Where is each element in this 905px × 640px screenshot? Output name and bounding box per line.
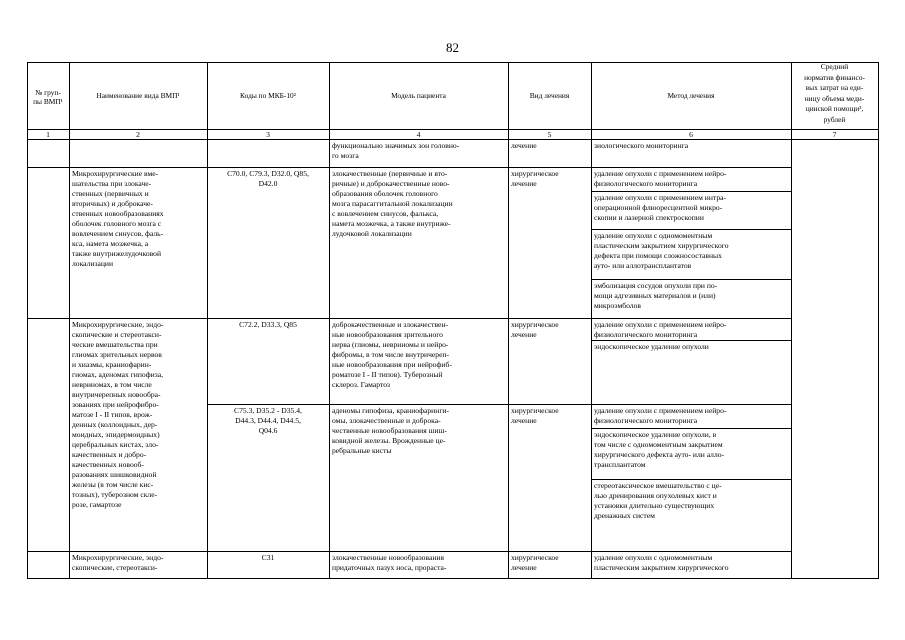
row2b-method: стереотаксическое вмешательство с це- лью дренирования опухолевых кист и установки длительно существующих дренажных систем [594,481,722,520]
header-method: Метод лечения [667,91,715,100]
row1-treatment: хирургическое лечение [511,169,559,188]
row0-treatment: лечение [511,141,537,150]
subrow-rule [207,404,792,405]
row2-name: Микрохирургические, эндо- скопические и стереотакси- ческие вмешательства при глиомах зрительных нервов и хиазмы, краниофарин- гиомах, аденомах гипофиза, невриномах, в том числе внутричерепных новообра- зованиях при нейрофибро- матозе I - II типов, врож- денных (коллоидных, дер- моидных, эпидермоидных) церебральных кистах, зло- качественных и добро- качественных новооб- разованиях шишковидной железы (в том числе кис- тозных), туберозном скле- розе, гамартозе [72,320,164,509]
header-cost: Средний норматив финансо- вых затрат на еди- ницу объема меди- цинской помощи³, рублей [804,62,865,124]
row2a-model: доброкачественные и злокачествен- ные новообразования зрительного нерва (глиомы, невриномы и нейро- фибромы, в том числе внутричереп- ные новообразования при нейрофиб- роматозе I - II типов). Туберозный склероз. Гамартоз [332,320,452,389]
row2a-codes: C72.2, D33.3, Q85 [239,320,297,329]
row3-model: злокачественные новообразования придаточных пазух носа, прораста- [332,553,447,572]
page-number: 82 [446,40,459,55]
table-top-border [27,62,879,63]
column-number: 5 [547,130,552,139]
row1-method: удаление опухоли с применением интра- операционной флюоресцентной микро- скопии и лазерной спектроскопии [594,193,727,222]
header-codes: Коды по МКБ-10² [240,91,296,100]
row1-method: удаление опухоли с одномоментным пластическим закрытием хирургического дефекта при помощи сложносоставных ауто- или аллотрансплантатов [594,231,729,270]
row-rule [27,318,792,319]
row2b-method: удаление опухоли с применением нейро- физиологического мониторинга [594,406,727,425]
column-number-rule [27,139,879,140]
column-border-4 [329,62,330,579]
row-rule [27,551,792,552]
row2b-model: аденомы гипофиза, краниофаринги- омы, злокачественные и доброка- чественные новообразования шиш- ковидной железы. Врожденные це- ребральные кисты [332,406,450,455]
column-number: 7 [832,130,837,139]
row1-codes: C70.0, C79.3, D32.0, Q85, D42.0 [227,169,309,188]
row1-method: эмболизация сосудов опухоли при по- мощи адгезивных материалов и (или) микроэмболов [594,281,718,310]
row0-model: функционально значимых зон головно- го мозга [332,141,460,160]
row3-treatment: хирургическое лечение [511,553,559,572]
row3-codes: C31 [261,553,275,562]
row2b-treatment: хирургическое лечение [511,406,559,425]
column-number: 2 [136,130,140,139]
row-rule [27,167,792,168]
column-number: 4 [416,130,421,139]
method-rule [591,279,792,280]
header-model: Модель пациента [391,91,446,100]
column-number: 3 [266,130,270,139]
column-border-5 [508,62,509,579]
row2a-treatment: хирургическое лечение [511,320,559,339]
method-rule [591,428,792,429]
column-border-8 [878,62,879,579]
method-rule [591,191,792,192]
row3-method: удаление опухоли с одномоментным пластическим закрытием хирургического [594,553,729,572]
row3-name: Микрохирургические, эндо- скопические, стереотакси- [72,553,164,572]
row2b-codes: C75.3, D35.2 - D35.4, D44.3, D44.4, D44.5, Q04.6 [234,406,302,435]
header-treatment-type: Вид лечения [529,91,570,100]
row1-model: злокачественные (первичные и вто- ричные) и доброкачественные ново- образования оболочек головного мозга парасаггитальной локализации с вовлечением синусов, фалькса, намета мозжечка, а также внутриже- лудочковой локализации [332,169,453,238]
row2b-method: эндоскопическое удаление опухоли, в том числе с одномоментным закрытием хирургического дефекта ауто- или алло- трансплантатом [594,430,725,469]
header-group: № груп- пы ВМП¹ [33,88,63,106]
column-number: 1 [46,130,50,139]
column-border-7 [791,62,792,579]
row1-method: удаление опухоли с применением нейро- физиологического мониторинга [594,169,727,188]
column-border-1 [27,62,28,579]
table-bottom-border [27,578,879,579]
column-number: 6 [689,130,693,139]
method-rule [591,229,792,230]
row0-method: зиологического мониторинга [594,141,689,150]
column-border-6 [591,62,592,579]
method-rule [591,479,792,480]
header-name: Наименование вида ВМП¹ [96,91,180,100]
row2a-method: удаление опухоли с применением нейро- физиологического мониторинга [594,320,727,339]
method-rule [591,340,792,341]
column-border-2 [69,62,70,579]
row2a-method: эндоскопическое удаление опухоли [594,342,709,351]
row1-name: Микрохирургические вме- шательства при злокаче- ственных (первичных и вторичных) и доброкаче- ственных новообразованиях оболочек головного мозга с вовлечением синусов, фаль- кса, намета мозжечка, а также внутрижелудочковой локализации [72,169,164,268]
